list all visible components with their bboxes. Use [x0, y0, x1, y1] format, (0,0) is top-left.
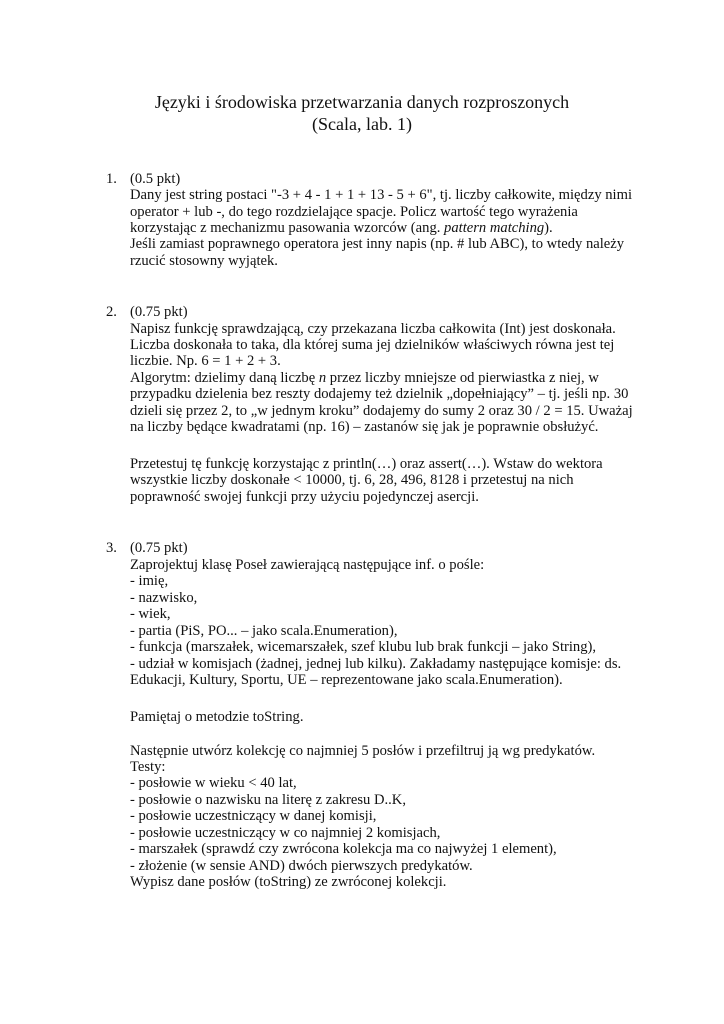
text-line: - złożenie (w sensie AND) dwóch pierwszych predykatów. [130, 858, 473, 874]
task-points: (0.75 pkt) [130, 304, 188, 320]
text-line: Dany jest string postaci "-3 + 4 - 1 + 1 + 13 - 5 + 6", tj. liczby całkowite, między nimi [130, 187, 633, 203]
text-line: Wypisz dane posłów (toString) ze zwróconej kolekcji. [130, 874, 447, 890]
text-segment: korzystając z mechanizmu pasowania wzorców (ang. [130, 220, 445, 236]
text-line: - wiek, [130, 606, 171, 622]
task-number: 1. [106, 171, 117, 187]
text-segment: ). [544, 220, 553, 236]
text-line: wszystkie liczby doskonałe < 10000, tj. 6, 28, 496, 8128 i przetestuj na nich [130, 472, 574, 488]
task-points: (0.75 pkt) [130, 540, 188, 556]
text-line: Zaprojektuj klasę Poseł zawierającą następujące inf. o pośle: [130, 557, 485, 573]
text-line: - posłowie o nazwisku na literę z zakresu D..K, [130, 792, 406, 808]
text-line: poprawność swojej funkcji przy użyciu pojedynczej asercji. [130, 489, 479, 505]
document-subtitle: (Scala, lab. 1) [312, 114, 412, 134]
text-line: Jeśli zamiast poprawnego operatora jest inny napis (np. # lub ABC), to wtedy należy [130, 236, 625, 252]
document-title: Języki i środowiska przetwarzania danych rozproszonych [154, 92, 570, 112]
text-line [130, 220, 553, 236]
italic-term: pattern matching [444, 220, 545, 236]
text-line: dzieli się przez 2, to „w jednym kroku” dodajemy do sumy 2 oraz 30 / 2 = 15. Uważaj [130, 403, 633, 419]
text-line: - imię, [130, 573, 169, 589]
text-line: Przetestuj tę funkcję korzystając z println(…) oraz assert(…). Wstaw do wektora [130, 456, 603, 472]
text-line: Testy: [130, 759, 166, 775]
text-line: - nazwisko, [130, 590, 198, 606]
text-line: - udział w komisjach (żadnej, jednej lub kilku). Zakładamy następujące komisje: ds. [130, 656, 622, 672]
text-line: - partia (PiS, PO... – jako scala.Enumeration), [130, 623, 398, 639]
task-number: 2. [106, 304, 117, 320]
text-line: na liczby będące kwadratami (np. 16) – zastanów się jak je poprawnie obsłużyć. [130, 419, 599, 435]
text-line: przypadku dzielenia bez reszty dodajemy też dzielnik „dopełniający” – tj. jeśli np. 30 [130, 386, 629, 402]
text-segment: Algorytm: dzielimy daną liczbę [130, 370, 319, 386]
task-points: (0.5 pkt) [130, 171, 181, 187]
text-line [130, 370, 599, 386]
task-number: 3. [106, 540, 117, 556]
text-line: operator + lub -, do tego rozdzielające spacje. Policz wartość tego wyrażenia [130, 204, 578, 220]
text-line: - marszałek (sprawdź czy zwrócona kolekcja ma co najwyżej 1 element), [130, 841, 557, 857]
text-line: liczbie. Np. 6 = 1 + 2 + 3. [130, 353, 281, 369]
text-line: Następnie utwórz kolekcję co najmniej 5 posłów i przefiltruj ją wg predykatów. [130, 743, 596, 759]
text-line: Edukacji, Kultury, Sportu, UE – reprezentowane jako scala.Enumeration). [130, 672, 563, 688]
text-segment: przez liczby mniejsze od pierwiastka z niej, w [326, 370, 599, 386]
text-line: - funkcja (marszałek, wicemarszałek, szef klubu lub brak funkcji – jako String), [130, 639, 597, 655]
text-line: - posłowie uczestniczący w co najmniej 2 komisjach, [130, 825, 441, 841]
italic-term: n [318, 370, 327, 386]
text-line: Liczba doskonała to taka, dla której suma jej dzielników właściwych równa jest tej [130, 337, 615, 353]
text-line: Napisz funkcję sprawdzającą, czy przekazana liczba całkowita (Int) jest doskonała. [130, 321, 616, 337]
text-line: - posłowie uczestniczący w danej komisji, [130, 808, 377, 824]
text-line: rzucić stosowny wyjątek. [130, 253, 278, 269]
text-line: Pamiętaj o metodzie toString. [130, 709, 304, 725]
text-line: - posłowie w wieku < 40 lat, [130, 775, 297, 791]
